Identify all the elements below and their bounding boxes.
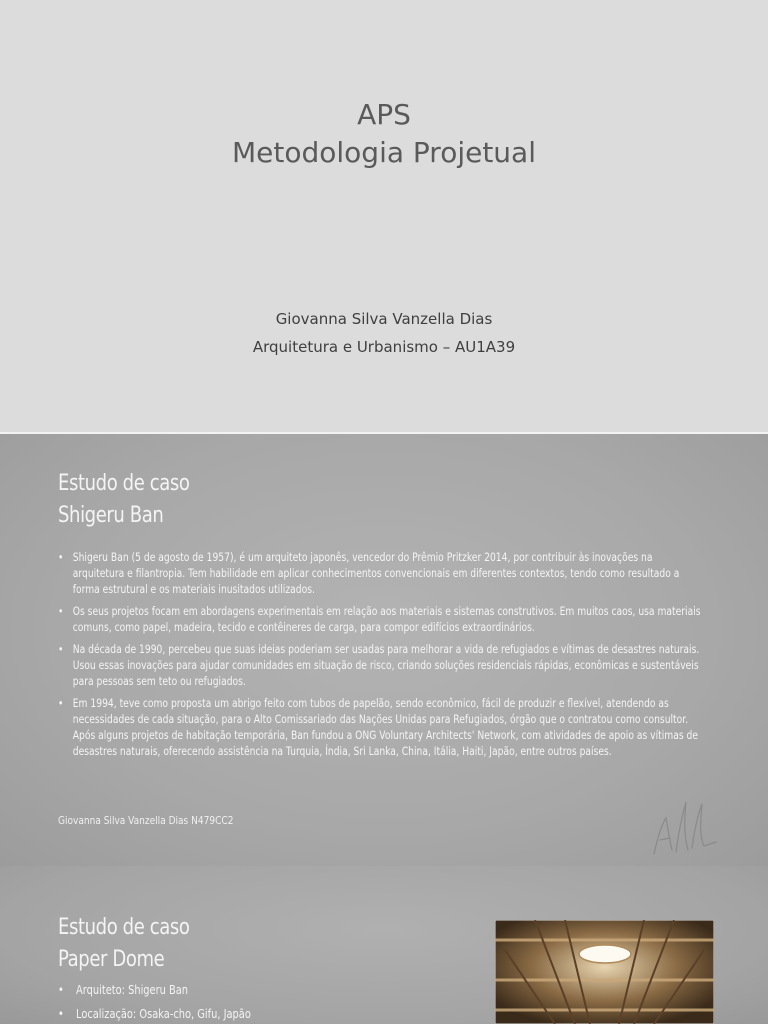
- title-slide: [0, 0, 768, 432]
- bullet-item: • Arquiteto: Shigeru Ban: [58, 982, 304, 998]
- slide-heading: [58, 912, 189, 976]
- bullet-list: [58, 550, 706, 766]
- case-study-slide-paper-dome: [0, 866, 768, 1024]
- heading-line-1: Estudo de caso: [58, 915, 190, 940]
- course-name: Arquitetura e Urbanismo – AU1A39: [252, 338, 516, 356]
- heading-line-2: Shigeru Ban: [58, 503, 164, 528]
- bullet-item: • Na década de 1990, percebeu que suas ideias poderiam ser usadas para melhorar a vida de refugiados e vítimas de desastres naturais. Usou essas inovações para ajudar comunidades em situação de risco, criando soluções residenciais rápidas, econômicas e sustentáveis para pessoas sem teto ou refugiados.: [58, 642, 706, 690]
- slide-heading: [58, 468, 189, 532]
- bullet-list: [58, 982, 304, 1024]
- signature-mark: [648, 796, 718, 862]
- bullet-item: • Localização: Osaka-cho, Gifu, Japão: [58, 1006, 304, 1022]
- author-name: Giovanna Silva Vanzella Dias: [275, 310, 493, 328]
- paper-dome-photo: [495, 920, 714, 1024]
- heading-line-2: Paper Dome: [58, 947, 165, 972]
- presentation-title: [0, 96, 768, 172]
- heading-line-1: Estudo de caso: [58, 471, 190, 496]
- presentation-subtitle: [0, 305, 768, 361]
- bullet-item: • Em 1994, teve como proposta um abrigo feito com tubos de papelão, sendo econômico, fácil de produzir e flexível, atendendo as necessidades de cada situação, para o Alto Comissariado das Nações Unidas para Refugiados, órgão que o contratou como consultor. Após alguns projetos de habitação temporária, Ban fundou a ONG Voluntary Architects' Network, com atividades de apoio as vítimas de desastres naturais, oferecendo assistência na Turquia, Índia, Sri Lanka, China, Itália, Haiti, Japão, entre outros países.: [58, 696, 706, 760]
- bullet-item: • Os seus projetos focam em abordagens experimentais em relação aos materiais e sistemas construtivos. Em muitos caos, usa materiais comuns, como papel, madeira, tecido e contêineres de carga, para compor edifícios extraordinários.: [58, 604, 706, 636]
- case-study-slide-shigeru-ban: [0, 434, 768, 866]
- title-line-aps: APS: [357, 98, 411, 131]
- title-line-metodologia: Metodologia Projetual: [231, 136, 536, 169]
- bullet-item: • Shigeru Ban (5 de agosto de 1957), é um arquiteto japonês, vencedor do Prêmio Pritzker 2014, por contribuir às inovações na arquitetura e filantropia. Tem habilidade em aplicar conhecimentos convencionais em diferentes contextos, tendo como resultado a forma estrutural e os materiais inusitados utilizados.: [58, 550, 706, 598]
- slide-footer: Giovanna Silva Vanzella Dias N479CC2: [58, 814, 234, 827]
